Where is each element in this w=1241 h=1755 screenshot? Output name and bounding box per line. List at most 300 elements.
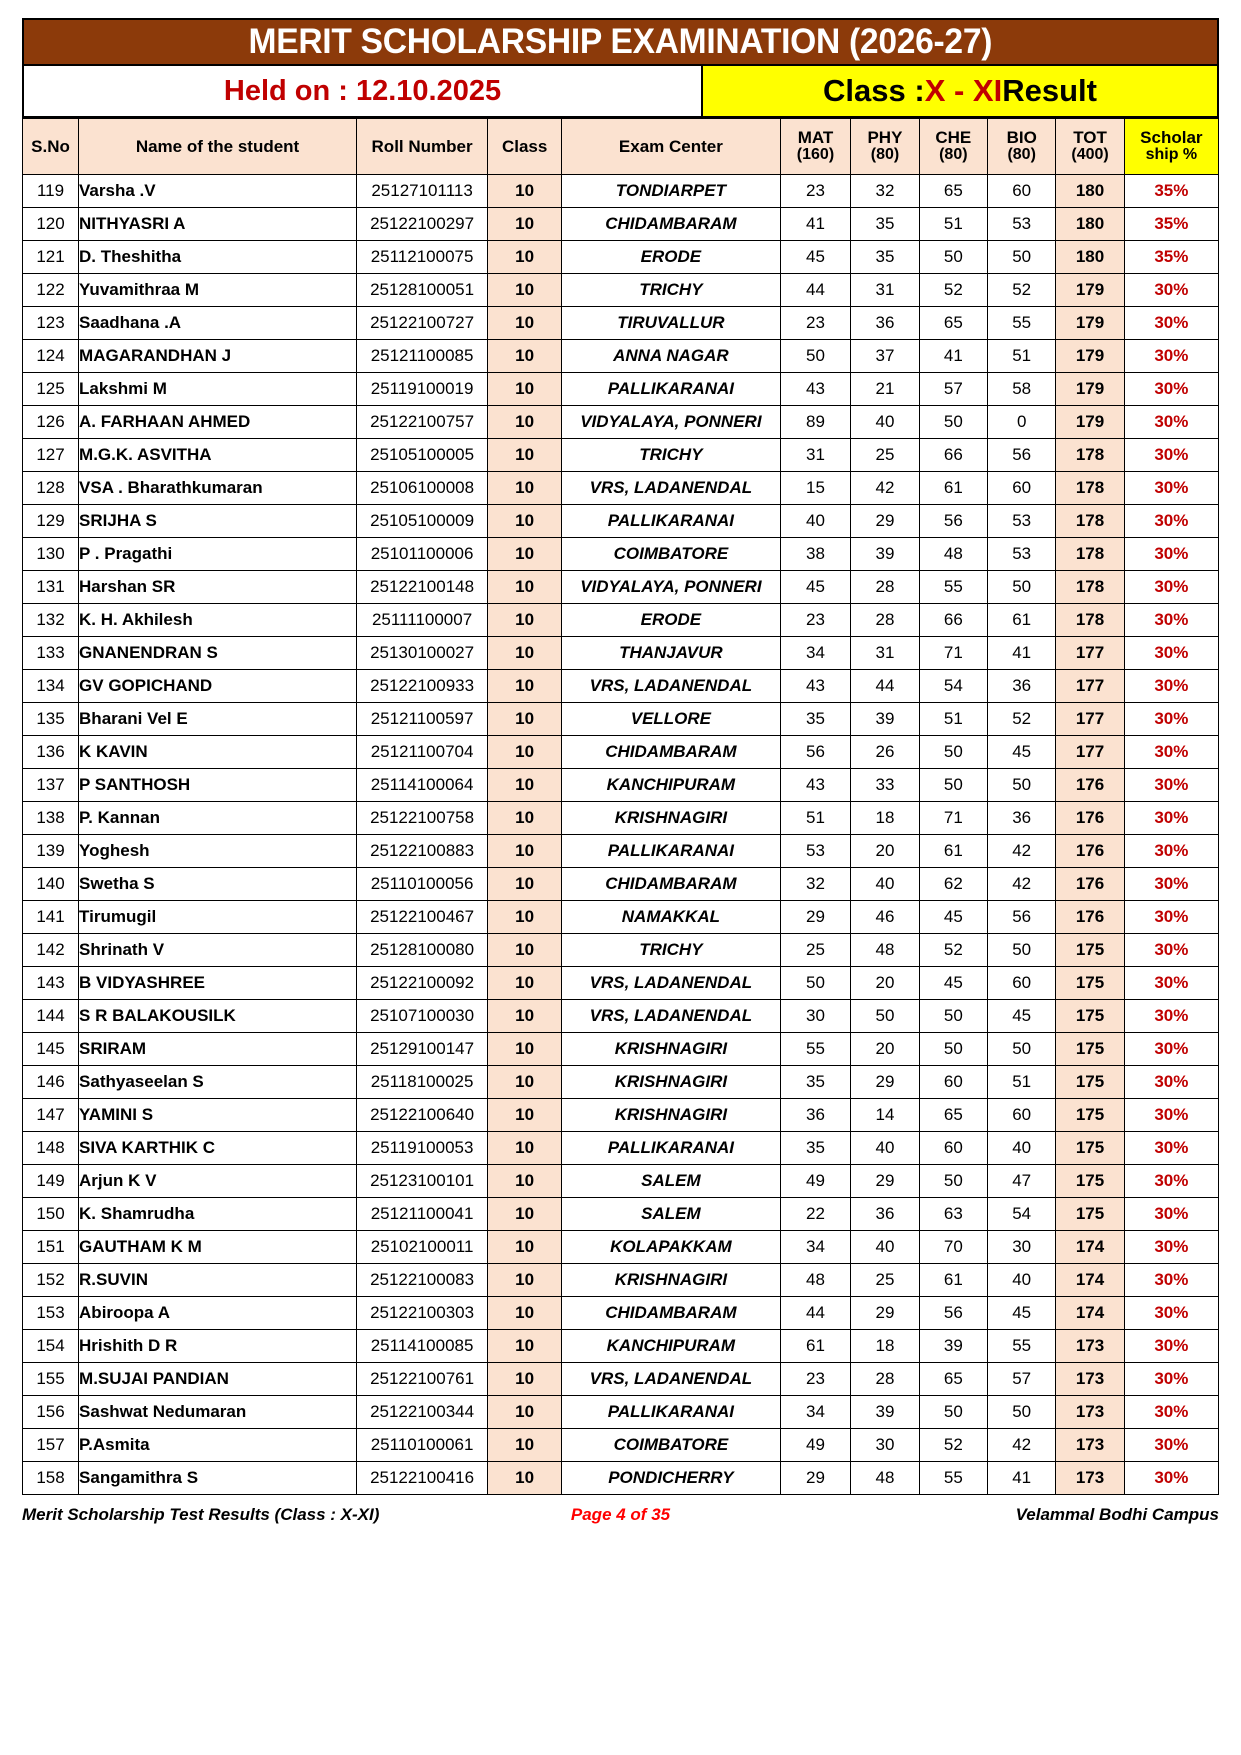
cell-che: 50 <box>919 1033 987 1066</box>
table-row <box>23 1330 1219 1363</box>
cell-che: 65 <box>919 175 987 208</box>
cell-scholarship: 35% <box>1124 241 1218 274</box>
cell-class: 10 <box>488 670 562 703</box>
cell-che: 55 <box>919 571 987 604</box>
cell-tot: 178 <box>1056 538 1124 571</box>
table-row <box>23 340 1219 373</box>
cell-tot: 178 <box>1056 571 1124 604</box>
cell-roll: 25105100005 <box>357 439 488 472</box>
cell-mat: 56 <box>780 736 851 769</box>
table-row <box>23 373 1219 406</box>
cell-sno: 154 <box>23 1330 79 1363</box>
cell-scholarship: 30% <box>1124 439 1218 472</box>
cell-tot: 178 <box>1056 439 1124 472</box>
cell-name: Arjun K V <box>79 1165 357 1198</box>
cell-bio: 58 <box>988 373 1056 406</box>
cell-scholarship: 30% <box>1124 1396 1218 1429</box>
cell-che: 71 <box>919 637 987 670</box>
cell-sno: 147 <box>23 1099 79 1132</box>
cell-sno: 121 <box>23 241 79 274</box>
column-header-center-label: Exam Center <box>618 136 723 156</box>
cell-roll: 25122100083 <box>357 1264 488 1297</box>
table-row <box>23 472 1219 505</box>
cell-sno: 146 <box>23 1066 79 1099</box>
cell-class: 10 <box>488 901 562 934</box>
cell-class: 10 <box>488 175 562 208</box>
cell-roll: 25110100056 <box>357 868 488 901</box>
cell-mat: 32 <box>780 868 851 901</box>
cell-center: ERODE <box>562 604 781 637</box>
cell-che: 65 <box>919 307 987 340</box>
cell-bio: 36 <box>988 802 1056 835</box>
cell-sno: 129 <box>23 505 79 538</box>
cell-name: K. H. Akhilesh <box>79 604 357 637</box>
cell-che: 66 <box>919 604 987 637</box>
cell-center: COIMBATORE <box>562 1429 781 1462</box>
cell-bio: 50 <box>988 241 1056 274</box>
cell-sno: 151 <box>23 1231 79 1264</box>
cell-che: 60 <box>919 1066 987 1099</box>
cell-roll: 25101100006 <box>357 538 488 571</box>
cell-phy: 30 <box>851 1429 919 1462</box>
table-row <box>23 901 1219 934</box>
cell-phy: 39 <box>851 538 919 571</box>
cell-class: 10 <box>488 736 562 769</box>
cell-tot: 176 <box>1056 802 1124 835</box>
table-body <box>23 175 1219 1495</box>
column-header-roll <box>357 119 488 175</box>
cell-che: 50 <box>919 1165 987 1198</box>
cell-mat: 34 <box>780 1396 851 1429</box>
cell-class: 10 <box>488 637 562 670</box>
cell-roll: 25121100597 <box>357 703 488 736</box>
cell-che: 65 <box>919 1363 987 1396</box>
cell-che: 48 <box>919 538 987 571</box>
cell-roll: 25121100085 <box>357 340 488 373</box>
cell-tot: 175 <box>1056 1198 1124 1231</box>
cell-class: 10 <box>488 406 562 439</box>
cell-che: 65 <box>919 1099 987 1132</box>
column-header-class <box>488 119 562 175</box>
cell-sno: 148 <box>23 1132 79 1165</box>
cell-phy: 25 <box>851 439 919 472</box>
cell-mat: 15 <box>780 472 851 505</box>
cell-bio: 54 <box>988 1198 1056 1231</box>
table-row <box>23 637 1219 670</box>
cell-che: 51 <box>919 208 987 241</box>
cell-phy: 20 <box>851 1033 919 1066</box>
cell-name: Hrishith D R <box>79 1330 357 1363</box>
cell-name: SIVA KARTHIK C <box>79 1132 357 1165</box>
cell-name: SRIJHA S <box>79 505 357 538</box>
cell-roll: 25122100148 <box>357 571 488 604</box>
cell-che: 52 <box>919 1429 987 1462</box>
cell-bio: 50 <box>988 769 1056 802</box>
column-header-class-label: Class <box>501 136 548 156</box>
cell-sno: 149 <box>23 1165 79 1198</box>
cell-roll: 25122100640 <box>357 1099 488 1132</box>
cell-class: 10 <box>488 1330 562 1363</box>
cell-name: GNANENDRAN S <box>79 637 357 670</box>
cell-tot: 173 <box>1056 1396 1124 1429</box>
cell-phy: 21 <box>851 373 919 406</box>
table-row <box>23 571 1219 604</box>
cell-mat: 22 <box>780 1198 851 1231</box>
cell-class: 10 <box>488 1000 562 1033</box>
cell-class: 10 <box>488 1297 562 1330</box>
cell-bio: 56 <box>988 901 1056 934</box>
cell-phy: 20 <box>851 967 919 1000</box>
cell-center: TRICHY <box>562 439 781 472</box>
cell-mat: 43 <box>780 373 851 406</box>
cell-mat: 50 <box>780 967 851 1000</box>
cell-name: Saadhana .A <box>79 307 357 340</box>
cell-scholarship: 30% <box>1124 736 1218 769</box>
cell-class: 10 <box>488 1099 562 1132</box>
cell-bio: 40 <box>988 1132 1056 1165</box>
cell-center: ERODE <box>562 241 781 274</box>
cell-phy: 37 <box>851 340 919 373</box>
cell-scholarship: 30% <box>1124 571 1218 604</box>
cell-class: 10 <box>488 538 562 571</box>
cell-mat: 40 <box>780 505 851 538</box>
cell-center: KRISHNAGIRI <box>562 802 781 835</box>
cell-tot: 175 <box>1056 1000 1124 1033</box>
cell-tot: 177 <box>1056 637 1124 670</box>
cell-roll: 25102100011 <box>357 1231 488 1264</box>
cell-tot: 179 <box>1056 274 1124 307</box>
column-header-mat-label: MAT <box>797 128 834 148</box>
cell-phy: 31 <box>851 274 919 307</box>
cell-class: 10 <box>488 571 562 604</box>
cell-bio: 40 <box>988 1264 1056 1297</box>
cell-roll: 25122100467 <box>357 901 488 934</box>
cell-center: COIMBATORE <box>562 538 781 571</box>
cell-phy: 32 <box>851 175 919 208</box>
cell-che: 60 <box>919 1132 987 1165</box>
cell-mat: 23 <box>780 1363 851 1396</box>
cell-mat: 23 <box>780 307 851 340</box>
cell-mat: 61 <box>780 1330 851 1363</box>
cell-mat: 55 <box>780 1033 851 1066</box>
cell-tot: 179 <box>1056 373 1124 406</box>
cell-scholarship: 30% <box>1124 340 1218 373</box>
cell-tot: 178 <box>1056 604 1124 637</box>
cell-scholarship: 30% <box>1124 703 1218 736</box>
cell-bio: 53 <box>988 505 1056 538</box>
cell-center: VRS, LADANENDAL <box>562 472 781 505</box>
cell-bio: 55 <box>988 307 1056 340</box>
cell-name: P SANTHOSH <box>79 769 357 802</box>
cell-phy: 36 <box>851 307 919 340</box>
cell-name: A. FARHAAN AHMED <box>79 406 357 439</box>
cell-tot: 179 <box>1056 307 1124 340</box>
cell-bio: 60 <box>988 967 1056 1000</box>
cell-roll: 25123100101 <box>357 1165 488 1198</box>
cell-sno: 119 <box>23 175 79 208</box>
cell-bio: 50 <box>988 571 1056 604</box>
column-header-roll-label: Roll Number <box>371 136 473 156</box>
cell-scholarship: 30% <box>1124 1066 1218 1099</box>
cell-scholarship: 35% <box>1124 175 1218 208</box>
cell-roll: 25128100080 <box>357 934 488 967</box>
cell-class: 10 <box>488 274 562 307</box>
column-header-phy-max: (80) <box>870 146 900 164</box>
table-row <box>23 1231 1219 1264</box>
cell-phy: 40 <box>851 406 919 439</box>
column-header-bio-label: BIO <box>1006 128 1037 148</box>
table-row <box>23 967 1219 1000</box>
cell-che: 50 <box>919 406 987 439</box>
cell-center: PALLIKARANAI <box>562 1132 781 1165</box>
cell-phy: 28 <box>851 571 919 604</box>
cell-mat: 43 <box>780 769 851 802</box>
sub-header-bar <box>22 66 1219 118</box>
cell-class: 10 <box>488 1198 562 1231</box>
cell-bio: 51 <box>988 1066 1056 1099</box>
cell-name: Lakshmi M <box>79 373 357 406</box>
cell-bio: 56 <box>988 439 1056 472</box>
cell-scholarship: 30% <box>1124 1198 1218 1231</box>
table-row <box>23 1363 1219 1396</box>
cell-bio: 41 <box>988 637 1056 670</box>
cell-sno: 131 <box>23 571 79 604</box>
cell-scholarship: 30% <box>1124 1462 1218 1495</box>
cell-sno: 158 <box>23 1462 79 1495</box>
cell-bio: 53 <box>988 208 1056 241</box>
cell-bio: 53 <box>988 538 1056 571</box>
cell-tot: 177 <box>1056 670 1124 703</box>
cell-center: KRISHNAGIRI <box>562 1099 781 1132</box>
cell-sno: 132 <box>23 604 79 637</box>
cell-tot: 175 <box>1056 934 1124 967</box>
cell-sno: 156 <box>23 1396 79 1429</box>
cell-mat: 41 <box>780 208 851 241</box>
cell-phy: 40 <box>851 868 919 901</box>
cell-roll: 25105100009 <box>357 505 488 538</box>
cell-bio: 60 <box>988 175 1056 208</box>
cell-scholarship: 30% <box>1124 1297 1218 1330</box>
cell-center: VRS, LADANENDAL <box>562 967 781 1000</box>
cell-che: 56 <box>919 505 987 538</box>
result-label: Result <box>1002 73 1097 108</box>
cell-mat: 49 <box>780 1165 851 1198</box>
column-header-name <box>79 119 357 175</box>
cell-roll: 25119100019 <box>357 373 488 406</box>
cell-roll: 25127101113 <box>357 175 488 208</box>
cell-name: Yoghesh <box>79 835 357 868</box>
cell-roll: 25122100757 <box>357 406 488 439</box>
cell-class: 10 <box>488 241 562 274</box>
cell-che: 51 <box>919 703 987 736</box>
cell-phy: 26 <box>851 736 919 769</box>
cell-sno: 122 <box>23 274 79 307</box>
cell-class: 10 <box>488 1231 562 1264</box>
held-on-text: Held on : 12.10.2025 <box>223 74 502 107</box>
cell-name: S R BALAKOUSILK <box>79 1000 357 1033</box>
cell-center: VRS, LADANENDAL <box>562 1000 781 1033</box>
cell-sno: 134 <box>23 670 79 703</box>
cell-center: SALEM <box>562 1198 781 1231</box>
cell-center: NAMAKKAL <box>562 901 781 934</box>
cell-center: SALEM <box>562 1165 781 1198</box>
cell-bio: 52 <box>988 274 1056 307</box>
cell-sno: 124 <box>23 340 79 373</box>
cell-che: 57 <box>919 373 987 406</box>
cell-che: 39 <box>919 1330 987 1363</box>
cell-tot: 178 <box>1056 472 1124 505</box>
cell-tot: 175 <box>1056 1132 1124 1165</box>
cell-tot: 175 <box>1056 1033 1124 1066</box>
cell-name: Abiroopa A <box>79 1297 357 1330</box>
cell-class: 10 <box>488 1462 562 1495</box>
column-header-phy <box>851 119 919 175</box>
cell-bio: 50 <box>988 934 1056 967</box>
cell-bio: 61 <box>988 604 1056 637</box>
cell-roll: 25122100727 <box>357 307 488 340</box>
cell-name: P.Asmita <box>79 1429 357 1462</box>
class-value: X - XI <box>924 73 1003 108</box>
cell-bio: 45 <box>988 736 1056 769</box>
column-header-tot <box>1056 119 1124 175</box>
cell-name: Harshan SR <box>79 571 357 604</box>
table-row <box>23 1297 1219 1330</box>
cell-tot: 175 <box>1056 1066 1124 1099</box>
cell-che: 50 <box>919 241 987 274</box>
cell-che: 52 <box>919 274 987 307</box>
cell-tot: 180 <box>1056 175 1124 208</box>
cell-sno: 140 <box>23 868 79 901</box>
cell-scholarship: 30% <box>1124 307 1218 340</box>
cell-sno: 126 <box>23 406 79 439</box>
cell-phy: 18 <box>851 1330 919 1363</box>
cell-scholarship: 30% <box>1124 604 1218 637</box>
cell-tot: 180 <box>1056 241 1124 274</box>
cell-che: 66 <box>919 439 987 472</box>
cell-scholarship: 30% <box>1124 901 1218 934</box>
cell-center: KRISHNAGIRI <box>562 1033 781 1066</box>
cell-che: 50 <box>919 1000 987 1033</box>
footer-right-text: Velammal Bodhi Campus <box>1015 1505 1219 1524</box>
cell-roll: 25122100303 <box>357 1297 488 1330</box>
table-row <box>23 1264 1219 1297</box>
table-row <box>23 736 1219 769</box>
cell-name: D. Theshitha <box>79 241 357 274</box>
cell-name: Varsha .V <box>79 175 357 208</box>
cell-name: B VIDYASHREE <box>79 967 357 1000</box>
cell-tot: 176 <box>1056 901 1124 934</box>
table-row <box>23 703 1219 736</box>
cell-tot: 174 <box>1056 1297 1124 1330</box>
cell-scholarship: 30% <box>1124 670 1218 703</box>
table-row <box>23 802 1219 835</box>
cell-mat: 31 <box>780 439 851 472</box>
cell-sno: 136 <box>23 736 79 769</box>
cell-mat: 30 <box>780 1000 851 1033</box>
cell-tot: 176 <box>1056 835 1124 868</box>
column-header-center <box>562 119 781 175</box>
cell-sno: 143 <box>23 967 79 1000</box>
cell-sno: 120 <box>23 208 79 241</box>
footer-page-number: Page 4 of 35 <box>570 1505 671 1524</box>
cell-class: 10 <box>488 769 562 802</box>
cell-mat: 50 <box>780 340 851 373</box>
table-row <box>23 835 1219 868</box>
cell-bio: 30 <box>988 1231 1056 1264</box>
cell-bio: 45 <box>988 1000 1056 1033</box>
cell-roll: 25107100030 <box>357 1000 488 1033</box>
table-row <box>23 1000 1219 1033</box>
table-row <box>23 505 1219 538</box>
cell-center: ANNA NAGAR <box>562 340 781 373</box>
cell-center: VIDYALAYA, PONNERI <box>562 571 781 604</box>
cell-scholarship: 30% <box>1124 835 1218 868</box>
cell-tot: 177 <box>1056 703 1124 736</box>
cell-sno: 135 <box>23 703 79 736</box>
cell-roll: 25129100147 <box>357 1033 488 1066</box>
cell-bio: 36 <box>988 670 1056 703</box>
cell-bio: 47 <box>988 1165 1056 1198</box>
cell-center: CHIDAMBARAM <box>562 736 781 769</box>
cell-scholarship: 30% <box>1124 472 1218 505</box>
cell-phy: 29 <box>851 1297 919 1330</box>
cell-center: KRISHNAGIRI <box>562 1066 781 1099</box>
table-row <box>23 670 1219 703</box>
cell-phy: 18 <box>851 802 919 835</box>
cell-name: Sashwat Nedumaran <box>79 1396 357 1429</box>
cell-scholarship: 30% <box>1124 769 1218 802</box>
cell-center: TONDIARPET <box>562 175 781 208</box>
cell-name: Shrinath V <box>79 934 357 967</box>
cell-mat: 23 <box>780 175 851 208</box>
cell-phy: 29 <box>851 1066 919 1099</box>
table-row <box>23 439 1219 472</box>
column-header-scholarship-sub: ship % <box>1145 146 1198 164</box>
cell-center: TIRUVALLUR <box>562 307 781 340</box>
table-row <box>23 1066 1219 1099</box>
cell-name: MAGARANDHAN J <box>79 340 357 373</box>
column-header-mat-max: (160) <box>796 146 835 164</box>
cell-tot: 174 <box>1056 1231 1124 1264</box>
cell-roll: 25119100053 <box>357 1132 488 1165</box>
cell-sno: 137 <box>23 769 79 802</box>
exam-title-bar <box>22 18 1219 66</box>
table-row <box>23 307 1219 340</box>
cell-phy: 39 <box>851 1396 919 1429</box>
cell-class: 10 <box>488 505 562 538</box>
cell-che: 63 <box>919 1198 987 1231</box>
cell-class: 10 <box>488 604 562 637</box>
cell-scholarship: 30% <box>1124 934 1218 967</box>
cell-bio: 42 <box>988 868 1056 901</box>
cell-scholarship: 30% <box>1124 1429 1218 1462</box>
cell-tot: 180 <box>1056 208 1124 241</box>
column-header-mat <box>780 119 851 175</box>
cell-name: Yuvamithraa M <box>79 274 357 307</box>
table-row <box>23 1099 1219 1132</box>
cell-che: 50 <box>919 1396 987 1429</box>
cell-bio: 57 <box>988 1363 1056 1396</box>
cell-phy: 33 <box>851 769 919 802</box>
column-header-che-label: CHE <box>935 128 972 148</box>
cell-phy: 20 <box>851 835 919 868</box>
cell-name: NITHYASRI A <box>79 208 357 241</box>
held-on-cell <box>24 66 703 116</box>
cell-mat: 25 <box>780 934 851 967</box>
cell-bio: 60 <box>988 1099 1056 1132</box>
cell-phy: 40 <box>851 1132 919 1165</box>
cell-class: 10 <box>488 340 562 373</box>
